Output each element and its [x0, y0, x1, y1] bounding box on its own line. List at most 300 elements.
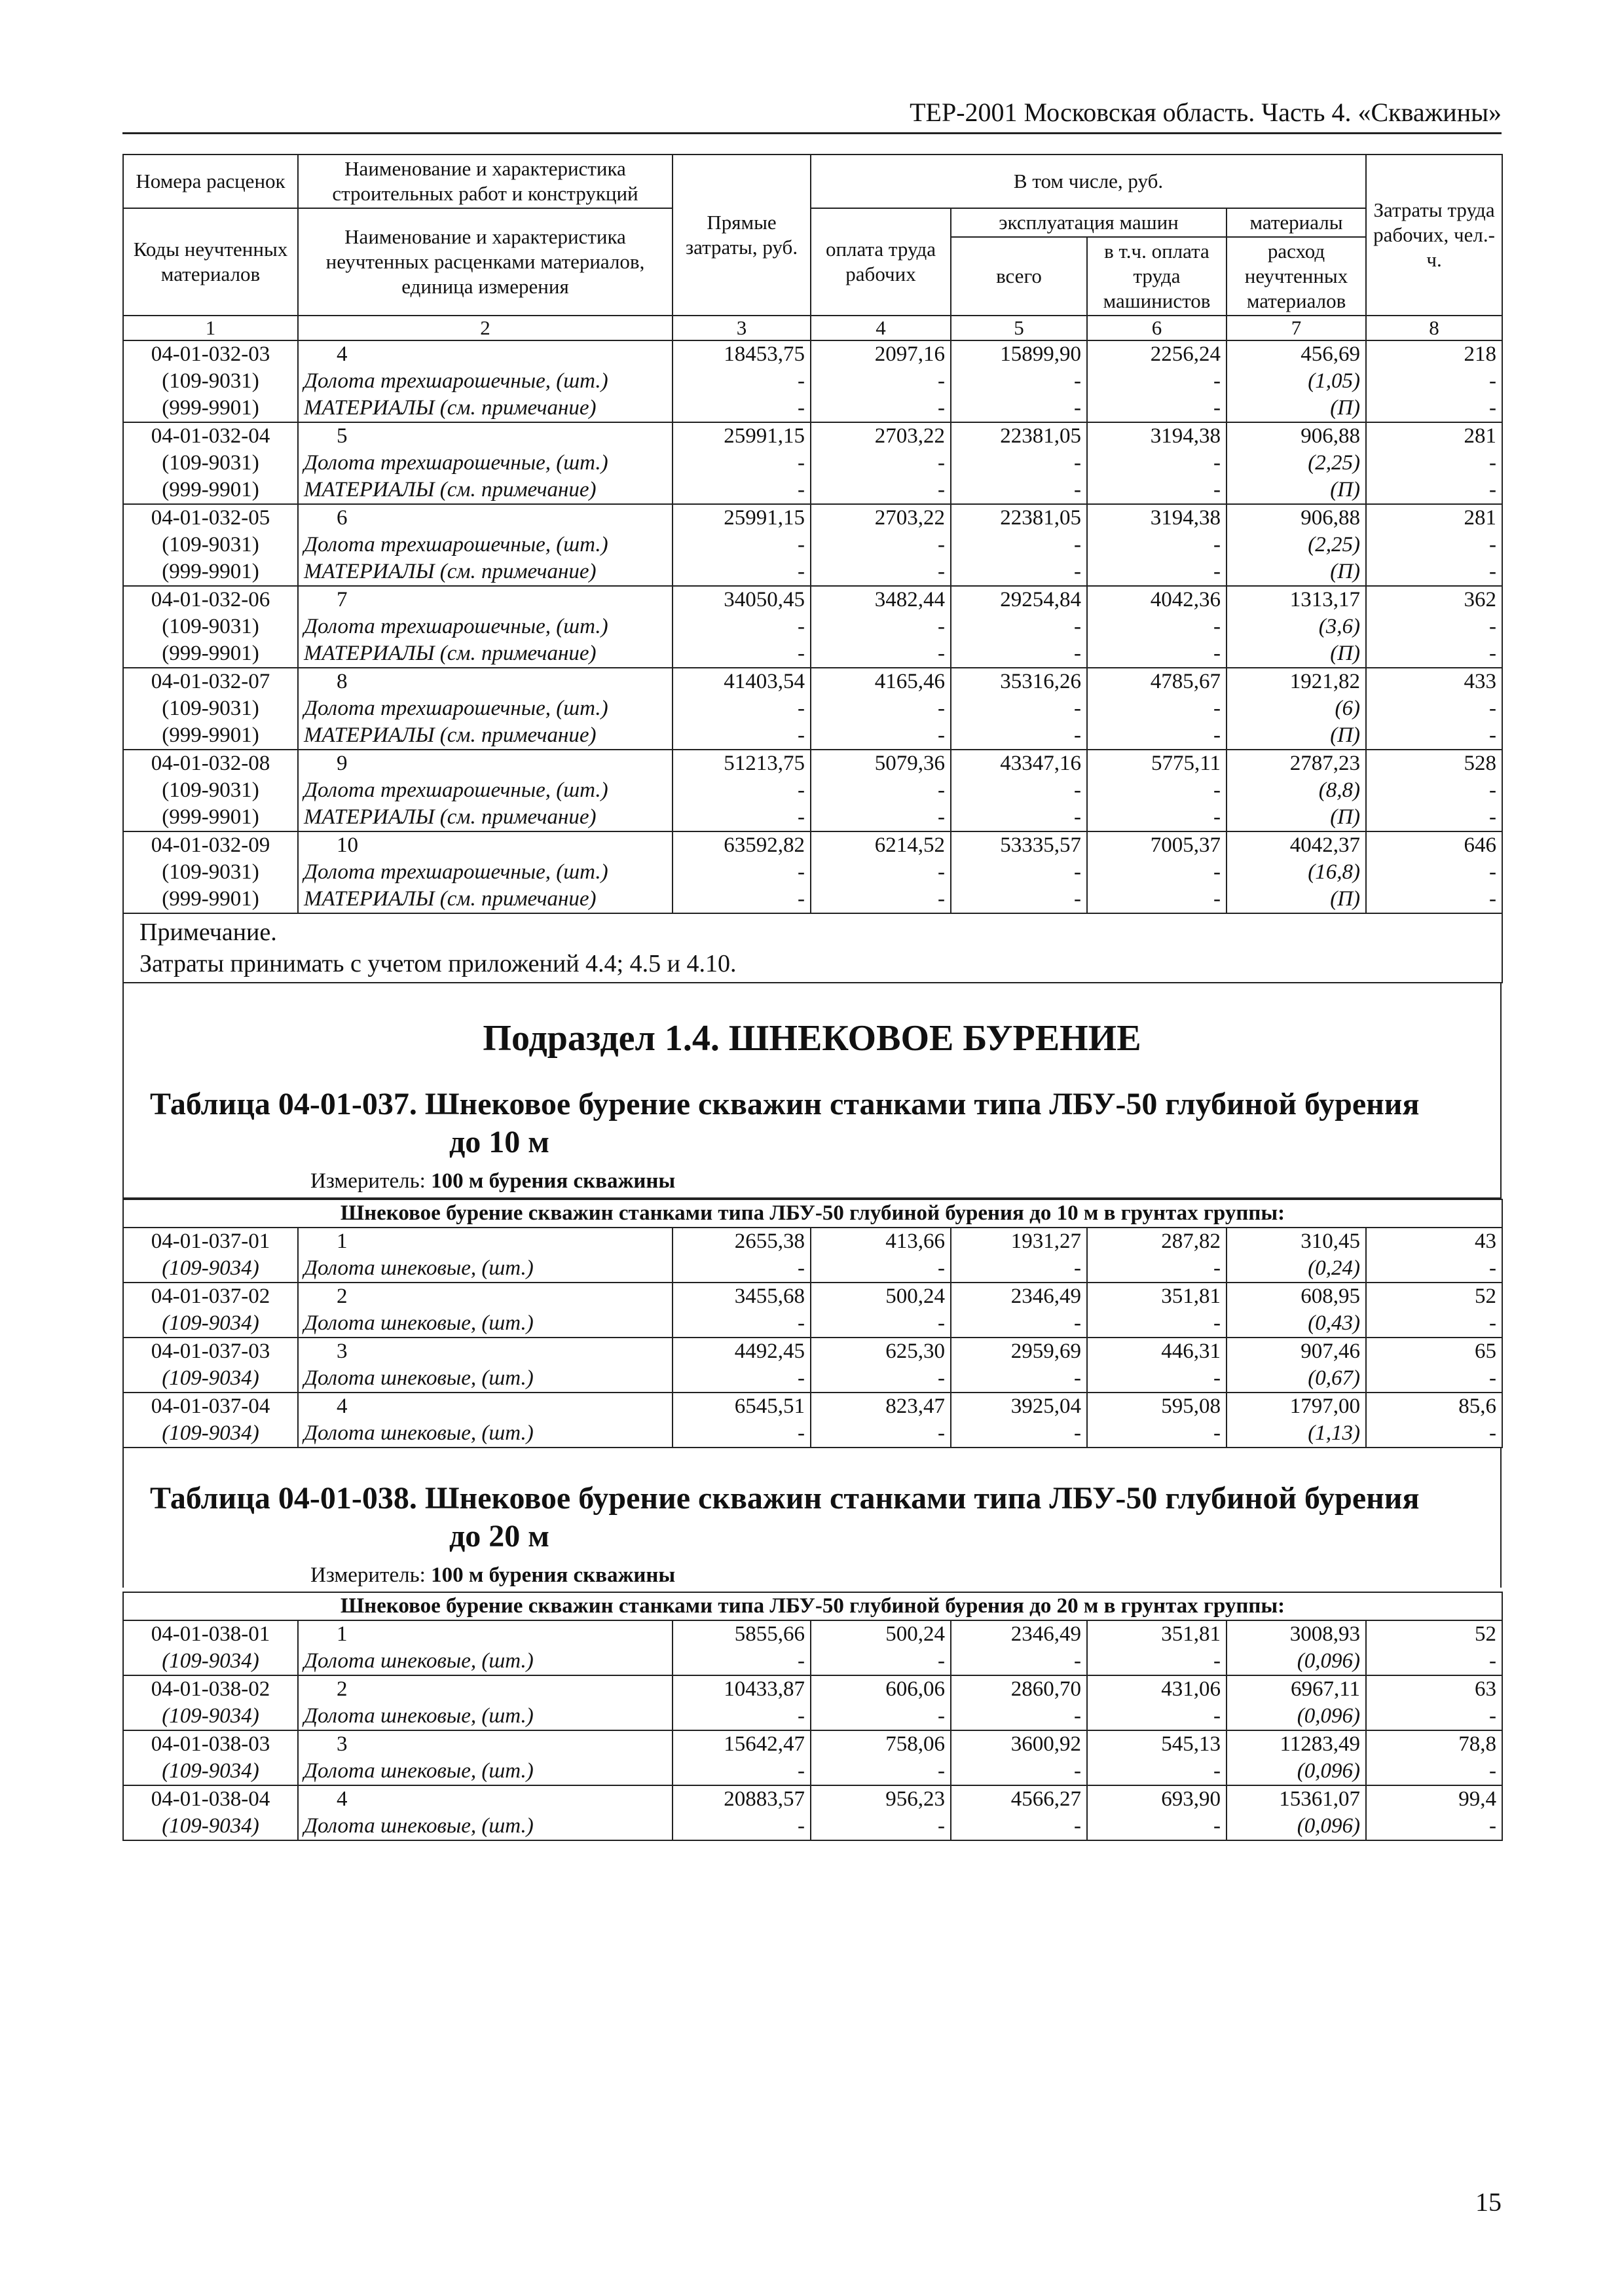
note-title: Примечание. [139, 919, 277, 946]
material-name: Долота шнековые, (шт.) [304, 1704, 534, 1728]
measure-value: 100 м бурения скважины [431, 1169, 676, 1193]
table-037-title-line1: Таблица 04-01-037. Шнековое бурение скважин станками типа ЛБУ-50 глубиной бурения [150, 1087, 1420, 1121]
column-number: 7 [1227, 316, 1366, 340]
value-direct-line: - [798, 451, 805, 475]
table-row [123, 586, 1502, 668]
table-row [123, 1620, 1502, 1675]
rate-name [298, 1620, 673, 1675]
rate-number: 5 [337, 424, 348, 448]
column-number: 2 [298, 316, 673, 340]
material-name: МАТЕРИАЛЫ (см. примечание) [304, 723, 597, 747]
value-machines-line: 2860,70 [1010, 1677, 1081, 1701]
value-machinists [1087, 586, 1227, 668]
value-direct [673, 422, 811, 504]
rates-table-032 [122, 154, 1503, 983]
value-machines-line: - [1074, 860, 1081, 884]
value-labor [811, 1283, 951, 1338]
value-machinists-line: 351,81 [1161, 1285, 1221, 1308]
value-machines-line: 2959,69 [1010, 1339, 1081, 1363]
rates-032-body [123, 340, 1502, 913]
value-direct-line: - [798, 1649, 805, 1673]
material-name: Долота трехшарошечные, (шт.) [304, 778, 608, 802]
note-cell [123, 913, 1502, 983]
material-name: Долота шнековые, (шт.) [304, 1366, 534, 1390]
value-hours-line: 52 [1475, 1285, 1496, 1308]
value-machinists-line: - [1213, 478, 1221, 501]
material-qty: (0,096) [1297, 1759, 1360, 1783]
value-hours-line: - [1489, 478, 1497, 501]
value-materials [1227, 1620, 1366, 1675]
value-direct-line: - [798, 1256, 805, 1280]
rate-number: 10 [337, 833, 358, 857]
value-hours [1366, 1393, 1502, 1448]
rate-code-line: 04-01-038-03 [151, 1732, 270, 1756]
material-code: (109-9034) [162, 1704, 259, 1728]
value-machines-line: 29254,84 [1000, 588, 1081, 611]
header-materials: материалы [1227, 208, 1366, 237]
note-row [123, 913, 1502, 983]
value-machinists-line: 5775,11 [1151, 752, 1221, 775]
table-row [123, 504, 1502, 586]
value-hours-line: - [1489, 860, 1497, 884]
value-machines [951, 750, 1087, 831]
value-labor [811, 586, 951, 668]
rate-code [123, 1785, 298, 1840]
column-number: 5 [951, 316, 1087, 340]
table-037-group-row [123, 1199, 1502, 1228]
value-machinists [1087, 1338, 1227, 1393]
value-direct-line: - [798, 615, 805, 638]
value-labor [811, 504, 951, 586]
value-machinists-line: 3194,38 [1150, 506, 1221, 530]
value-machines [951, 1620, 1087, 1675]
header-rate-numbers: Номера расценок [123, 155, 298, 208]
value-hours-line: 43 [1475, 1230, 1496, 1253]
value-machines [951, 1730, 1087, 1785]
value-machinists-line: - [1213, 1256, 1221, 1280]
value-hours [1366, 1283, 1502, 1338]
rate-code [123, 422, 298, 504]
material-name: Долота трехшарошечные, (шт.) [304, 451, 608, 475]
value-materials [1227, 340, 1366, 422]
value-labor-line: - [938, 533, 945, 556]
value-labor-line: 5079,36 [874, 752, 945, 775]
value-machines-line: - [1074, 1311, 1081, 1335]
value-labor-line: - [938, 778, 945, 802]
value-machines-line: - [1074, 887, 1081, 911]
value-machines-line: - [1074, 560, 1081, 583]
rates-038-body [123, 1620, 1502, 1840]
value-direct [673, 1228, 811, 1283]
rate-number: 1 [337, 1622, 348, 1646]
value-direct [673, 668, 811, 750]
table-038-block [122, 1448, 1502, 1588]
value-labor-line: 413,66 [885, 1230, 945, 1253]
value-machinists [1087, 668, 1227, 750]
value-hours-line: 646 [1464, 833, 1497, 857]
rate-code-line: 04-01-032-07 [151, 670, 270, 693]
value-machines-line: - [1074, 533, 1081, 556]
value-machines-line: - [1074, 778, 1081, 802]
value-direct-line: 34050,45 [724, 588, 805, 611]
material-name: Долота трехшарошечные, (шт.) [304, 697, 608, 720]
rate-code-line: (999-9901) [162, 642, 259, 665]
value-materials [1227, 504, 1366, 586]
rates-table-038 [122, 1592, 1503, 1841]
value-machinists-line: 3194,38 [1150, 424, 1221, 448]
value-labor-line: 823,47 [885, 1394, 945, 1418]
value-machinists-line: - [1213, 533, 1221, 556]
value-direct [673, 1675, 811, 1730]
rate-code-line: 04-01-038-02 [151, 1677, 270, 1701]
value-labor-line: 625,30 [885, 1339, 945, 1363]
value-machines [951, 422, 1087, 504]
table-row [123, 1675, 1502, 1730]
value-labor-line: - [938, 1311, 945, 1335]
rate-code [123, 504, 298, 586]
value-direct [673, 1620, 811, 1675]
value-machinists-line: - [1213, 1759, 1221, 1783]
value-labor [811, 1785, 951, 1840]
value-direct-line: - [798, 642, 805, 665]
value-direct-line: - [798, 887, 805, 911]
rate-code [123, 340, 298, 422]
value-machines-line: - [1074, 642, 1081, 665]
rate-number: 2 [337, 1677, 348, 1701]
material-code: (109-9034) [162, 1759, 259, 1783]
value-hours-line: - [1489, 1814, 1496, 1838]
value-hours [1366, 1620, 1502, 1675]
value-materials-line: 907,46 [1301, 1339, 1360, 1363]
value-hours-line: 433 [1464, 670, 1497, 693]
value-machines-line: - [1074, 1256, 1081, 1280]
value-machines-line: - [1074, 369, 1081, 393]
value-machinists [1087, 1785, 1227, 1840]
value-direct-line: - [798, 560, 805, 583]
rate-code [123, 1393, 298, 1448]
value-labor [811, 1620, 951, 1675]
value-hours-line: - [1489, 533, 1497, 556]
value-direct [673, 1393, 811, 1448]
value-machines-line: 4566,27 [1010, 1787, 1081, 1811]
value-machinists-line: - [1213, 451, 1221, 475]
value-direct-line: 20883,57 [724, 1787, 805, 1811]
value-labor [811, 1393, 951, 1448]
rate-code-line: (999-9901) [162, 723, 259, 747]
value-direct-line: 2655,38 [734, 1230, 805, 1253]
value-materials-line: 4042,37 [1289, 833, 1361, 857]
rate-number: 8 [337, 670, 348, 693]
material-qty: (П) [1330, 805, 1361, 829]
value-direct [673, 1338, 811, 1393]
value-materials [1227, 750, 1366, 831]
header-unaccounted-codes: Коды неучтенных материалов [123, 208, 298, 316]
material-qty: (0,096) [1297, 1814, 1360, 1838]
material-name: Долота трехшарошечные, (шт.) [304, 369, 608, 393]
rate-code-line: (109-9031) [162, 451, 259, 475]
value-labor-line: - [938, 697, 945, 720]
value-labor [811, 1675, 951, 1730]
table-row [123, 1393, 1502, 1448]
value-materials-line: 456,69 [1301, 342, 1361, 366]
table-row [123, 340, 1502, 422]
value-machinists-line: - [1213, 1814, 1221, 1838]
header-labor-cost: Затраты труда рабочих, чел.-ч. [1366, 155, 1502, 316]
material-name: Долота шнековые, (шт.) [304, 1421, 534, 1445]
material-code: (109-9034) [162, 1649, 259, 1673]
rate-code [123, 1283, 298, 1338]
value-machines-line: - [1074, 1814, 1081, 1838]
rate-number: 4 [337, 342, 348, 366]
value-machines-line: - [1074, 805, 1081, 829]
material-name: МАТЕРИАЛЫ (см. примечание) [304, 396, 597, 420]
measure-label: Измеритель: [310, 1563, 426, 1587]
material-code: (109-9034) [162, 1814, 259, 1838]
value-machinists-line: 4785,67 [1150, 670, 1221, 693]
material-name: Долота шнековые, (шт.) [304, 1256, 534, 1280]
value-machinists [1087, 1393, 1227, 1448]
material-qty: (16,8) [1308, 860, 1361, 884]
value-machinists [1087, 1620, 1227, 1675]
value-direct-line: - [798, 369, 805, 393]
value-machines-line: - [1074, 478, 1081, 501]
rate-code [123, 1228, 298, 1283]
value-materials-line: 2787,23 [1289, 752, 1361, 775]
value-labor-line: 2703,22 [874, 424, 945, 448]
value-hours-line: - [1489, 1649, 1496, 1673]
rate-number: 2 [337, 1285, 348, 1308]
rate-code [123, 586, 298, 668]
value-direct-line: - [798, 723, 805, 747]
main-content [122, 154, 1502, 1841]
value-hours-line: 281 [1464, 424, 1497, 448]
value-hours-line: - [1489, 1366, 1496, 1390]
rate-number: 6 [337, 506, 348, 530]
subsection-block [122, 983, 1502, 1199]
rate-number: 9 [337, 752, 348, 775]
material-qty: (0,096) [1297, 1704, 1360, 1728]
value-hours-line: - [1489, 615, 1497, 638]
header-unaccounted-materials: расход неучтенных материалов [1227, 237, 1366, 316]
value-machines-line: 15899,90 [1000, 342, 1081, 366]
table-row [123, 1228, 1502, 1283]
value-direct [673, 1785, 811, 1840]
rate-name [298, 1283, 673, 1338]
rate-code-line: 04-01-032-04 [151, 424, 270, 448]
value-labor-line: - [938, 642, 945, 665]
value-labor [811, 422, 951, 504]
value-labor-line: 500,24 [885, 1285, 945, 1308]
rate-number: 4 [337, 1787, 348, 1811]
value-machinists-line: - [1213, 805, 1221, 829]
material-name: МАТЕРИАЛЫ (см. примечание) [304, 805, 597, 829]
rate-number: 4 [337, 1394, 348, 1418]
value-machinists-line: 7005,37 [1150, 833, 1221, 857]
value-labor-line: - [938, 560, 945, 583]
value-machines-line: 3925,04 [1010, 1394, 1081, 1418]
material-name: МАТЕРИАЛЫ (см. примечание) [304, 642, 597, 665]
rate-code-line: 04-01-032-03 [151, 342, 270, 366]
value-machines-line: 3600,92 [1010, 1732, 1081, 1756]
value-machines [951, 1675, 1087, 1730]
value-machines [951, 831, 1087, 913]
value-labor-line: - [938, 1759, 945, 1783]
value-hours-line: 85,6 [1458, 1394, 1496, 1418]
value-materials [1227, 1283, 1366, 1338]
measure-label: Измеритель: [310, 1169, 426, 1193]
table-037-measure [124, 1169, 1500, 1194]
value-direct [673, 831, 811, 913]
header-including: В том числе, руб. [811, 155, 1366, 208]
rate-code-line: (109-9031) [162, 697, 259, 720]
value-direct-line: 41403,54 [724, 670, 805, 693]
table-row [123, 1785, 1502, 1840]
value-machines-line: - [1074, 1366, 1081, 1390]
material-qty: (П) [1330, 723, 1361, 747]
value-hours [1366, 1338, 1502, 1393]
table-038-title-line2: до 20 м [449, 1519, 549, 1554]
value-hours-line: 528 [1464, 752, 1497, 775]
value-direct-line: - [798, 533, 805, 556]
value-machines-line: 43347,16 [1000, 752, 1081, 775]
material-code: (109-9034) [162, 1366, 259, 1390]
material-qty: (0,67) [1308, 1366, 1360, 1390]
value-labor-line: - [938, 1814, 945, 1838]
value-machinists [1087, 750, 1227, 831]
value-labor-line: 500,24 [885, 1622, 945, 1646]
value-labor [811, 340, 951, 422]
header-direct-costs: Прямые затраты, руб. [673, 155, 811, 316]
rate-code-line: 04-01-032-09 [151, 833, 270, 857]
value-machinists [1087, 831, 1227, 913]
rate-name [298, 340, 673, 422]
value-direct-line: - [798, 1421, 805, 1445]
value-labor-line: - [938, 1421, 945, 1445]
value-machines-line: 22381,05 [1000, 506, 1081, 530]
table-header-row-2 [123, 208, 1502, 237]
header-machine-total: всего [951, 237, 1087, 316]
value-direct [673, 1730, 811, 1785]
rates-table-037 [122, 1199, 1503, 1448]
value-labor-line: - [938, 887, 945, 911]
value-hours-line: - [1489, 396, 1497, 420]
value-materials [1227, 1675, 1366, 1730]
value-labor [811, 1338, 951, 1393]
value-materials-line: 608,95 [1301, 1285, 1360, 1308]
value-machines [951, 1283, 1087, 1338]
value-hours-line: - [1489, 805, 1497, 829]
rate-name [298, 1730, 673, 1785]
header-work-name: Наименование и характеристика строительных работ и конструкций [298, 155, 673, 208]
rate-code [123, 1675, 298, 1730]
value-machinists [1087, 1675, 1227, 1730]
column-number: 1 [123, 316, 298, 340]
material-name: Долота шнековые, (шт.) [304, 1311, 534, 1335]
value-direct-line: - [798, 697, 805, 720]
value-direct-line: 25991,15 [724, 506, 805, 530]
value-direct-line: - [798, 1366, 805, 1390]
value-machines-line: - [1074, 1759, 1081, 1783]
value-machines-line: - [1074, 1649, 1081, 1673]
value-machinists-line: - [1213, 396, 1221, 420]
header-rule [122, 132, 1502, 134]
header-unaccounted-names: Наименование и характеристика неучтенных расценками материалов, единица измерения [298, 208, 673, 316]
rate-code-line: (999-9901) [162, 478, 259, 501]
material-qty: (0,43) [1308, 1311, 1360, 1335]
value-machinists-line: - [1213, 560, 1221, 583]
value-materials-line: 310,45 [1301, 1230, 1360, 1253]
material-qty: (2,25) [1308, 451, 1361, 475]
value-machinists [1087, 504, 1227, 586]
value-machinists [1087, 1283, 1227, 1338]
value-machines [951, 1338, 1087, 1393]
value-machines [951, 504, 1087, 586]
material-qty: (1,05) [1308, 369, 1361, 393]
rate-name [298, 668, 673, 750]
rate-code-line: 04-01-037-02 [151, 1285, 270, 1308]
value-labor-line: 606,06 [885, 1677, 945, 1701]
table-038-measure [124, 1563, 1500, 1588]
table-037-title [124, 1085, 1500, 1161]
value-materials [1227, 1228, 1366, 1283]
value-direct-line: 51213,75 [724, 752, 805, 775]
value-labor [811, 750, 951, 831]
value-materials-line: 1797,00 [1289, 1394, 1360, 1418]
rate-code-line: (109-9031) [162, 860, 259, 884]
value-machinists-line: - [1213, 1311, 1221, 1335]
value-machinists-line: 351,81 [1161, 1622, 1221, 1646]
value-machines-line: - [1074, 1421, 1081, 1445]
table-037-title-line2: до 10 м [449, 1125, 549, 1159]
value-materials-line: 906,88 [1301, 506, 1361, 530]
value-labor-line: - [938, 1704, 945, 1728]
value-machinists-line: 4042,36 [1150, 588, 1221, 611]
value-materials [1227, 422, 1366, 504]
value-materials-line: 6967,11 [1290, 1677, 1360, 1701]
value-hours [1366, 1785, 1502, 1840]
rate-name [298, 1785, 673, 1840]
column-number: 6 [1087, 316, 1227, 340]
material-name: Долота шнековые, (шт.) [304, 1649, 534, 1673]
value-machines-line: 2346,49 [1010, 1285, 1081, 1308]
value-labor-line: - [938, 396, 945, 420]
value-hours-line: - [1489, 1759, 1496, 1783]
value-materials-line: 1313,17 [1289, 588, 1361, 611]
value-hours [1366, 422, 1502, 504]
value-direct-line: 15642,47 [724, 1732, 805, 1756]
value-machinists-line: 545,13 [1161, 1732, 1221, 1756]
value-materials-line: 15361,07 [1279, 1787, 1360, 1811]
value-hours-line: - [1489, 642, 1497, 665]
value-labor-line: - [938, 805, 945, 829]
table-row [123, 831, 1502, 913]
rate-code-line: 04-01-038-01 [151, 1622, 270, 1646]
value-direct [673, 750, 811, 831]
rate-code-line: 04-01-037-04 [151, 1394, 270, 1418]
material-qty: (1,13) [1308, 1421, 1360, 1445]
rate-name [298, 1675, 673, 1730]
rate-code-line: (109-9031) [162, 778, 259, 802]
value-labor-line: - [938, 1649, 945, 1673]
value-labor-line: 4165,46 [874, 670, 945, 693]
material-qty: (П) [1330, 887, 1361, 911]
value-hours [1366, 750, 1502, 831]
value-hours [1366, 504, 1502, 586]
value-hours-line: - [1489, 778, 1497, 802]
subsection-title: Подраздел 1.4. ШНЕКОВОЕ БУРЕНИЕ [483, 1018, 1141, 1059]
value-labor-line: - [938, 451, 945, 475]
rate-number: 7 [337, 588, 348, 611]
